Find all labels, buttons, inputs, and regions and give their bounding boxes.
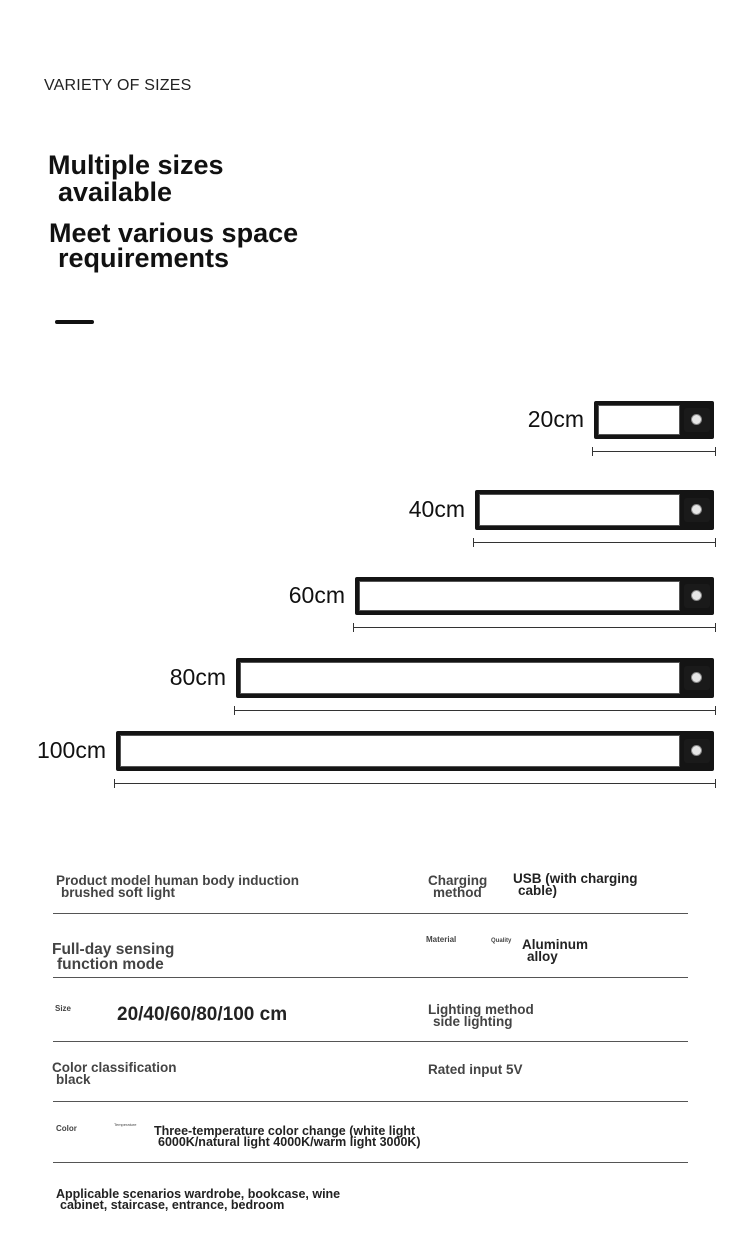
length-ruler bbox=[592, 451, 716, 452]
headline-line1: Multiple sizes bbox=[48, 150, 224, 180]
spec-quality-small: Quality bbox=[491, 938, 512, 944]
spec-divider bbox=[53, 913, 688, 914]
spec-divider bbox=[53, 977, 688, 978]
motion-sensor-icon bbox=[684, 498, 710, 522]
length-ruler bbox=[114, 783, 716, 784]
light-panel bbox=[598, 405, 680, 435]
headline-line2: available bbox=[58, 177, 173, 207]
sensor-lens-icon bbox=[691, 745, 702, 756]
spec-material-small: Material bbox=[426, 935, 457, 944]
light-bar bbox=[355, 577, 714, 615]
spec-divider bbox=[53, 1041, 688, 1042]
subheadline bbox=[49, 218, 299, 273]
sensor-lens-icon bbox=[691, 504, 702, 515]
light-bar bbox=[594, 401, 714, 439]
motion-sensor-icon bbox=[684, 739, 710, 763]
spec-lighting-method: Lighting method side lighting bbox=[428, 1002, 534, 1029]
sensor-lens-icon bbox=[691, 590, 702, 601]
size-label: 100cm bbox=[36, 737, 106, 763]
length-ruler bbox=[473, 542, 716, 543]
subheadline-line1: Meet various space bbox=[49, 218, 299, 248]
motion-sensor-icon bbox=[684, 584, 710, 608]
light-bar bbox=[236, 658, 714, 698]
spec-divider bbox=[53, 1101, 688, 1102]
spec-charging-value: USB (with charging cable) bbox=[513, 871, 638, 898]
size-label: 20cm bbox=[527, 406, 584, 432]
headline bbox=[48, 152, 224, 206]
spec-scenarios: Applicable scenarios wardrobe, bookcase, wine cabinet, staircase, entrance, bedroom bbox=[56, 1187, 341, 1212]
spec-product-model: Product model human body induction brushed soft light bbox=[56, 873, 299, 900]
light-panel bbox=[359, 581, 680, 611]
spec-color-classification: Color classification black bbox=[52, 1060, 177, 1087]
spec-color-value: Three-temperature color change (white light 6000K/natural light 4000K/warm light 3000K) bbox=[154, 1124, 421, 1149]
sensor-lens-icon bbox=[691, 414, 702, 425]
length-ruler bbox=[234, 710, 716, 711]
light-bar bbox=[116, 731, 714, 771]
spec-rated-input: Rated input 5V bbox=[428, 1062, 523, 1077]
motion-sensor-icon bbox=[684, 408, 710, 432]
spec-size-value: 20/40/60/80/100 cm bbox=[117, 1004, 288, 1025]
section-eyebrow: VARIETY OF SIZES bbox=[44, 77, 192, 94]
light-panel bbox=[240, 662, 680, 694]
spec-material-value: Aluminum alloy bbox=[522, 937, 588, 964]
spec-divider bbox=[53, 1162, 688, 1163]
subheadline-line2: requirements bbox=[58, 243, 230, 273]
accent-dash bbox=[55, 320, 94, 324]
light-panel bbox=[479, 494, 680, 526]
light-bar bbox=[475, 490, 714, 530]
spec-size-small: Size bbox=[55, 1004, 72, 1013]
size-label: 80cm bbox=[169, 664, 226, 690]
spec-charging-label: Charging method bbox=[428, 873, 488, 900]
size-label: 60cm bbox=[288, 582, 345, 608]
light-panel bbox=[120, 735, 680, 767]
size-label: 40cm bbox=[408, 496, 465, 522]
spec-function-mode: Full-day sensing function mode bbox=[52, 941, 175, 973]
spec-color-small: Color bbox=[56, 1124, 77, 1133]
motion-sensor-icon bbox=[684, 666, 710, 690]
length-ruler bbox=[353, 627, 716, 628]
sensor-lens-icon bbox=[691, 672, 702, 683]
spec-temperature-small: Temperature bbox=[114, 1122, 137, 1127]
